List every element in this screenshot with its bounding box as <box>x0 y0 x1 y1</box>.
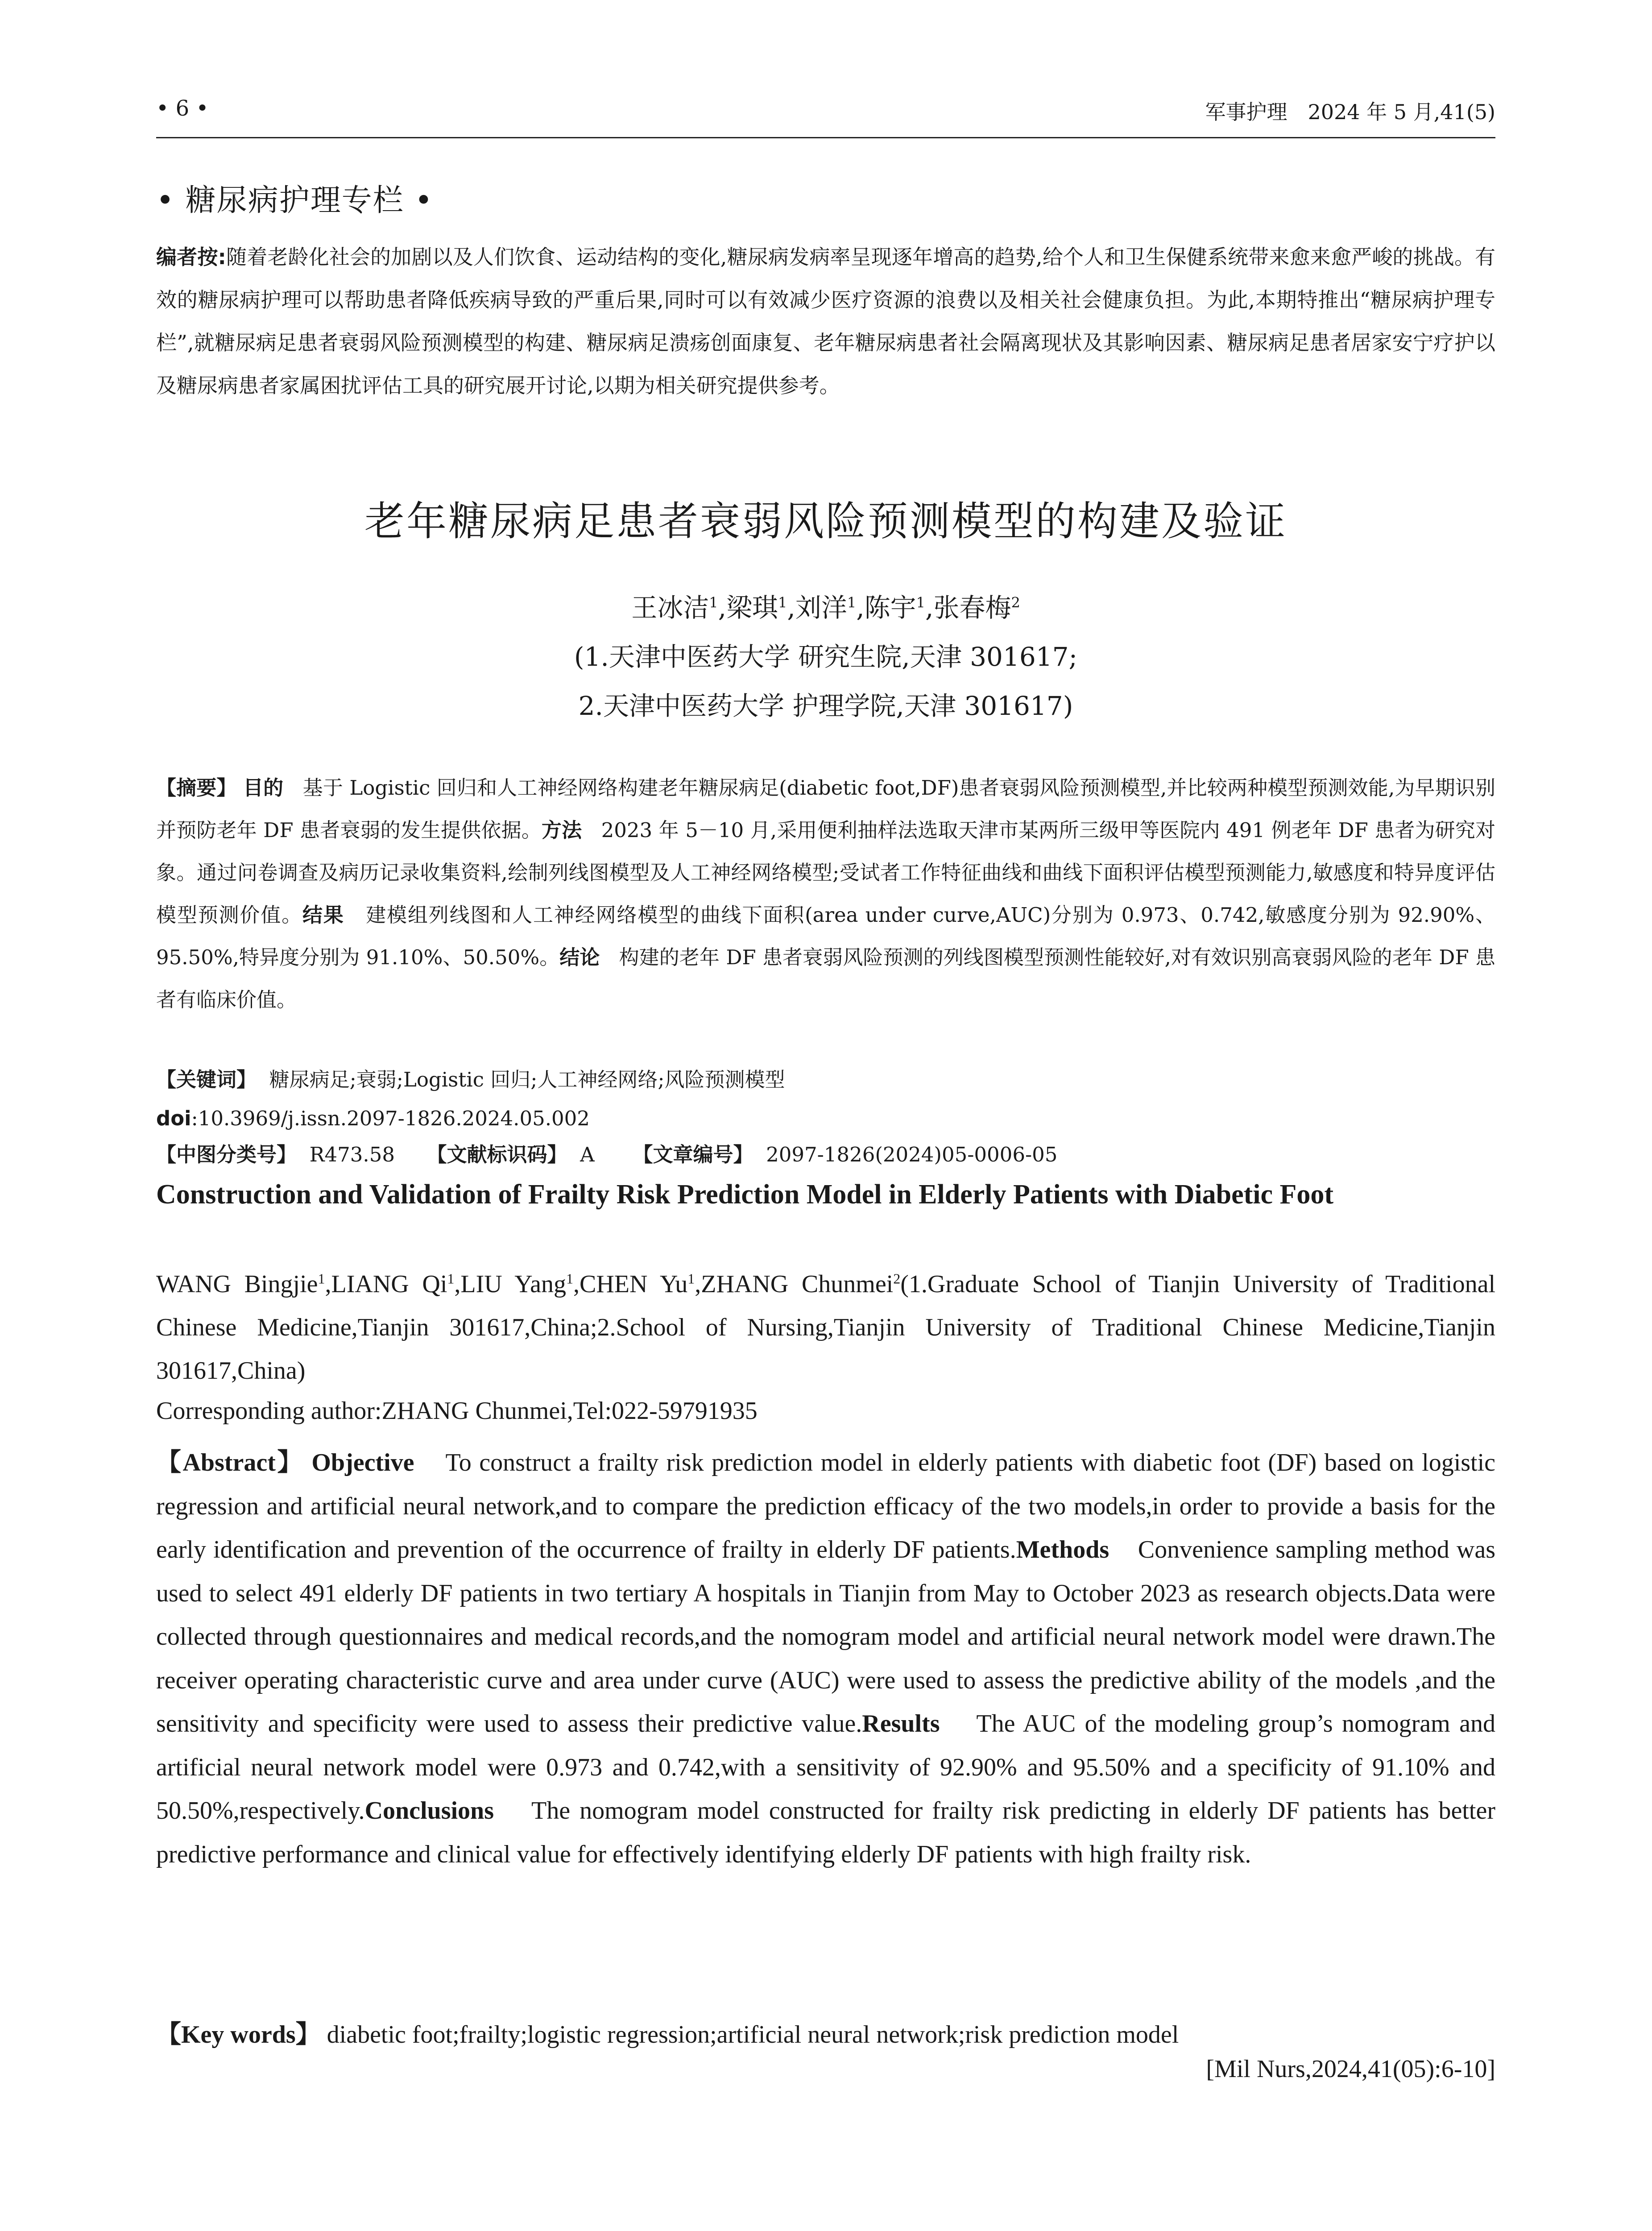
chinese-keywords <box>156 1060 1495 1100</box>
author-sep: , <box>573 1270 580 1298</box>
author-sep: , <box>718 593 726 623</box>
en-author-sup: 1 <box>318 1270 325 1287</box>
editor-note-label: 编者按: <box>156 245 226 269</box>
journal-name: 军事护理 2024 年 5 月,41(5) <box>1205 100 1495 124</box>
article-no-label: 【文章编号】 <box>633 1143 754 1166</box>
author-name: 梁琪 <box>726 593 778 623</box>
objective-label: 目的 <box>243 776 284 800</box>
page-number: • 6 • <box>156 96 209 121</box>
en-author-name: LIANG Qi <box>331 1270 447 1298</box>
methods-text: 2023 年 5－10 月,采用便利抽样法选取天津市某两所三级甲等医院内 491 例老年 DF 患者为研究对象。通过问卷调查及病历记录收集资料,绘制列线图模型及人工神经网络模型;受试者工作特征曲线和曲线下面积评估模型预测能力,敏感度和特异度评估模型预测价值。 <box>156 818 1495 927</box>
en-conclusions-text: The nomogram model constructed for frailty risk predicting in elderly DF patients has better predictive performance and clinical value for effectively identifying elderly DF patients with high frailty risk. <box>156 1797 1495 1868</box>
en-author-name: CHEN Yu <box>579 1270 688 1298</box>
en-results-label: Results <box>862 1710 940 1738</box>
corresponding-author: Corresponding author:ZHANG Chunmei,Tel:022-59791935 <box>156 1397 758 1425</box>
en-abstract-label: 【Abstract】 <box>156 1449 304 1476</box>
en-methods-text: Convenience sampling method was used to select 491 elderly DF patients in two tertiary A hospitals in Tianjin from May to October 2023 as research objects.Data were collected through questionnaires and medical records,and the nomogram model and artificial neural network model were drawn.The receiver operating characteristic curve and area under curve (AUC) were used to assess the predictive ability of the models ,and the sensitivity and specificity were used to assess their predictive value. <box>156 1536 1496 1738</box>
objective-text: 基于 Logistic 回归和人工神经网络构建老年糖尿病足(diabetic foot,DF)患者衰弱风险预测模型,并比较两种模型预测效能,为早期识别并预防老年 DF 患者衰弱的发生提供依据。 <box>156 776 1495 842</box>
author-name: 陈宇 <box>864 593 916 623</box>
citation: [Mil Nurs,2024,41(05):6-10] <box>1206 2055 1495 2083</box>
doc-code-value: A <box>580 1143 595 1166</box>
results-text: 建模组列线图和人工神经网络模型的曲线下面积(area under curve,AUC)分别为 0.973、0.742,敏感度分别为 92.90%、95.50%,特异度分别为 91.10%、50.50%。 <box>156 903 1495 969</box>
doi-text: :10.3969/j.issn.2097-1826.2024.05.002 <box>191 1107 590 1130</box>
author-sup: 2 <box>1011 594 1020 611</box>
english-authors <box>156 1263 1495 1393</box>
author-name: 王冰洁 <box>631 593 709 623</box>
en-author-sup: 1 <box>566 1270 573 1287</box>
en-keywords-text: diabetic foot;frailty;logistic regression;artificial neural network;risk prediction model <box>327 2021 1179 2049</box>
en-objective-label: Objective <box>311 1449 414 1476</box>
editor-note <box>156 236 1495 407</box>
author-name: 张春梅 <box>933 593 1011 623</box>
classification-line <box>156 1135 1495 1175</box>
conclusion-text: 构建的老年 DF 患者衰弱风险预测的列线图模型预测性能较好,对有效识别高衰弱风险的老年 DF 患者有临床价值。 <box>156 945 1495 1012</box>
editor-note-text: 随着老龄化社会的加剧以及人们饮食、运动结构的变化,糖尿病发病率呈现逐年增高的趋势,给个人和卫生保健系统带来愈来愈严峻的挑战。有效的糖尿病护理可以帮助患者降低疾病导致的严重后果,同时可以有效减少医疗资源的浪费以及相关社会健康负担。为此,本期特推出“糖尿病护理专栏”,就糖尿病足患者衰弱风险预测模型的构建、糖尿病足溃疡创面康复、老年糖尿病患者社会隔离现状及其影响因素、糖尿病足患者居家安宁疗护以及糖尿病患者家属困扰评估工具的研究展开讨论,以期为相关研究提供参考。 <box>156 245 1495 398</box>
keywords-text: 糖尿病足;衰弱;Logistic 回归;人工神经网络;风险预测模型 <box>269 1068 785 1091</box>
author-sup: 1 <box>916 594 925 611</box>
english-title: Construction and Validation of Frailty Risk Prediction Model in Elderly Patients with Diabetic Foot <box>156 1179 1334 1210</box>
author-sup: 1 <box>709 594 718 611</box>
results-label: 结果 <box>302 903 344 927</box>
en-keywords-label: 【Key words】 <box>156 2021 321 2049</box>
article-no-value: 2097-1826(2024)05-0006-05 <box>766 1143 1058 1166</box>
english-abstract <box>156 1441 1495 1876</box>
en-methods-label: Methods <box>1016 1536 1110 1563</box>
header-rule <box>156 137 1495 138</box>
author-name: 刘洋 <box>795 593 847 623</box>
column-title: • 糖尿病护理专栏 • <box>156 183 434 218</box>
english-keywords <box>156 2015 1495 2050</box>
chinese-abstract <box>156 767 1495 1021</box>
en-author-name: ZHANG Chunmei <box>701 1270 894 1298</box>
article-title: 老年糖尿病足患者衰弱风险预测模型的构建及验证 <box>364 498 1287 545</box>
affiliation-1: (1.天津中医药大学 研究生院,天津 301617; <box>574 642 1078 672</box>
en-author-sup: 1 <box>687 1270 695 1287</box>
doi-line <box>156 1099 1495 1139</box>
doi-label: doi <box>156 1107 191 1130</box>
en-author-name: WANG Bingjie <box>156 1270 318 1298</box>
methods-label: 方法 <box>541 818 582 842</box>
en-conclusions-label: Conclusions <box>364 1797 494 1825</box>
author-sup: 1 <box>847 594 857 611</box>
affiliation-2: 2.天津中医药大学 护理学院,天津 301617) <box>578 691 1073 721</box>
en-author-name: LIU Yang <box>460 1270 566 1298</box>
clc-value: R473.58 <box>309 1143 395 1166</box>
author-list <box>156 587 1495 624</box>
author-sep: , <box>787 593 795 623</box>
author-sep: , <box>925 593 934 623</box>
clc-label: 【中图分类号】 <box>156 1143 297 1166</box>
author-sep: , <box>454 1270 461 1298</box>
keywords-label: 【关键词】 <box>156 1068 257 1091</box>
en-affiliation: (1.Graduate School of Tianjin University of Traditional Chinese Medicine,Tianjin 301617,China;2.School of Nursing,Tianjin University of Traditional Chinese Medicine,Tianjin 301617,China) <box>156 1270 1496 1385</box>
doc-code-label: 【文献标识码】 <box>426 1143 567 1166</box>
en-author-sup: 1 <box>447 1270 455 1287</box>
conclusion-label: 结论 <box>559 945 600 969</box>
author-sep: , <box>695 1270 701 1298</box>
running-header <box>156 96 1495 145</box>
abstract-label: 【摘要】 <box>156 776 237 800</box>
author-sep: , <box>856 593 865 623</box>
en-author-sup: 2 <box>893 1270 901 1287</box>
en-objective-text: To construct a frailty risk prediction model in elderly patients with diabetic foot (DF) based on logistic regression and artificial neural network,and to compare the prediction efficacy of the two models,in order to provide a basis for the early identification and prevention of the occurrence of frailty in elderly DF patients. <box>156 1449 1496 1563</box>
author-sup: 1 <box>778 594 787 611</box>
en-results-text: The AUC of the modeling group’s nomogram and artificial neural network model were 0.973 and 0.742,with a sensitivity of 92.90% and 95.50% and a specificity of 91.10% and 50.50%,respectively. <box>156 1710 1495 1825</box>
author-sep: , <box>325 1270 331 1298</box>
